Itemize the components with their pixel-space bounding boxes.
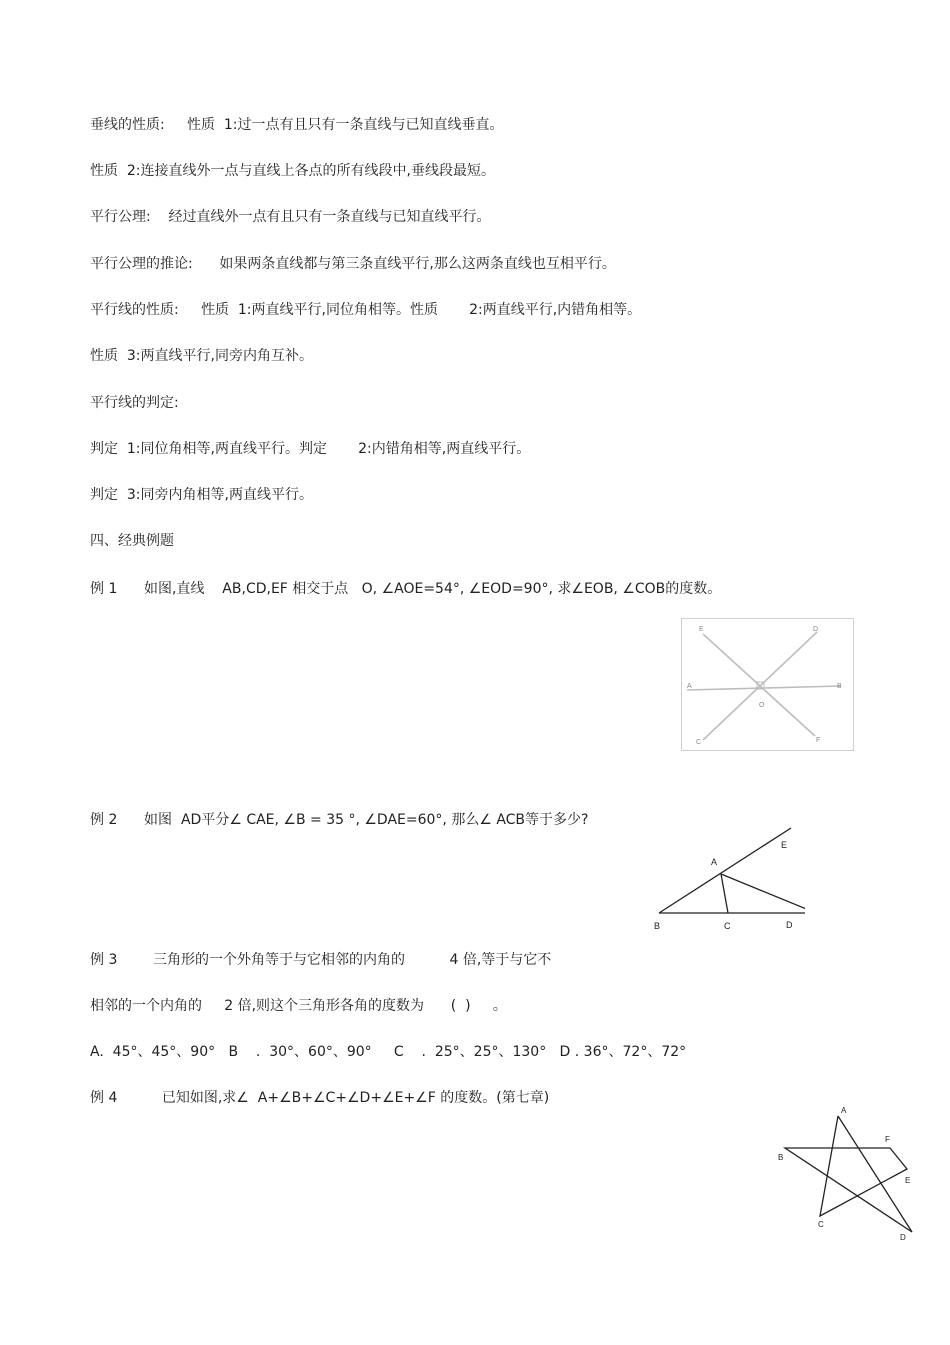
parallel-properties: 平行线的性质: 性质 1:两直线平行,同位角相等。性质 2:两直线平行,内错角相等。 xyxy=(90,302,642,318)
parallel-property-3: 性质 3:两直线平行,同旁内角互补。 xyxy=(90,348,313,364)
example-4: 例 4 已知如图,求∠ A+∠B+∠C+∠D+∠E+∠F 的度数。(第七章) xyxy=(90,1090,550,1106)
example-2: 例 2 如图 AD平分∠ CAE, ∠B = 35 °, ∠DAE=60°, 那么∠ ACB等于多少? xyxy=(90,812,589,828)
parallel-corollary: 平行公理的推论: 如果两条直线都与第三条直线平行,那么这两条直线也互相平行。 xyxy=(90,256,616,272)
label-c: C xyxy=(818,1220,824,1229)
label-b: B xyxy=(778,1153,784,1162)
label-d: D xyxy=(900,1233,906,1242)
figure-triangle-bisector xyxy=(645,822,805,934)
example-3-options: A. 45°、45°、90° B . 30°、60°、90° C . 25°、25°、130° D . 36°、72°、72° xyxy=(90,1044,687,1060)
example-1: 例 1 如图,直线 AB,CD,EF 相交于点 O, ∠AOE=54°, ∠EOD=90°, 求∠EOB, ∠COB的度数。 xyxy=(90,581,722,597)
label-a: A xyxy=(711,857,718,867)
label-a: A xyxy=(687,683,692,690)
label-b: B xyxy=(837,683,842,690)
line-cd xyxy=(703,632,817,740)
label-o: O xyxy=(759,702,765,709)
section-heading: 四、经典例题 xyxy=(90,533,174,549)
label-a: A xyxy=(841,1106,847,1115)
parallel-criteria-title: 平行线的判定: xyxy=(90,395,179,411)
perp-property-2: 性质 2:连接直线外一点与直线上各点的所有线段中,垂线段最短。 xyxy=(90,163,495,179)
label-f: F xyxy=(885,1135,890,1144)
perp-property-1: 垂线的性质: 性质 1:过一点有且只有一条直线与已知直线垂直。 xyxy=(90,117,504,133)
label-c: C xyxy=(696,739,702,746)
label-e: E xyxy=(905,1176,911,1185)
star-outline xyxy=(785,1116,912,1232)
label-d: D xyxy=(786,920,793,930)
label-e: E xyxy=(781,840,788,850)
label-b: B xyxy=(654,921,661,931)
label-d: D xyxy=(813,626,819,633)
figure-star xyxy=(775,1102,920,1244)
segment-ac xyxy=(721,874,728,913)
label-c: C xyxy=(724,921,731,931)
parallel-criteria-1-2: 判定 1:同位角相等,两直线平行。判定 2:内错角相等,两直线平行。 xyxy=(90,441,531,457)
label-f: F xyxy=(816,737,821,744)
example-3-line1: 例 3 三角形的一个外角等于与它相邻的内角的 4 倍,等于与它不 xyxy=(90,952,552,968)
line-be xyxy=(659,828,791,913)
example-3-line2: 相邻的一个内角的 2 倍,则这个三角形各角的度数为 ( ) 。 xyxy=(90,998,507,1014)
label-e: E xyxy=(699,626,704,633)
parallel-criteria-3: 判定 3:同旁内角相等,两直线平行。 xyxy=(90,487,313,503)
parallel-axiom: 平行公理: 经过直线外一点有且只有一条直线与已知直线平行。 xyxy=(90,209,491,225)
figure-intersecting-lines xyxy=(681,618,854,751)
segment-ad xyxy=(721,874,805,913)
